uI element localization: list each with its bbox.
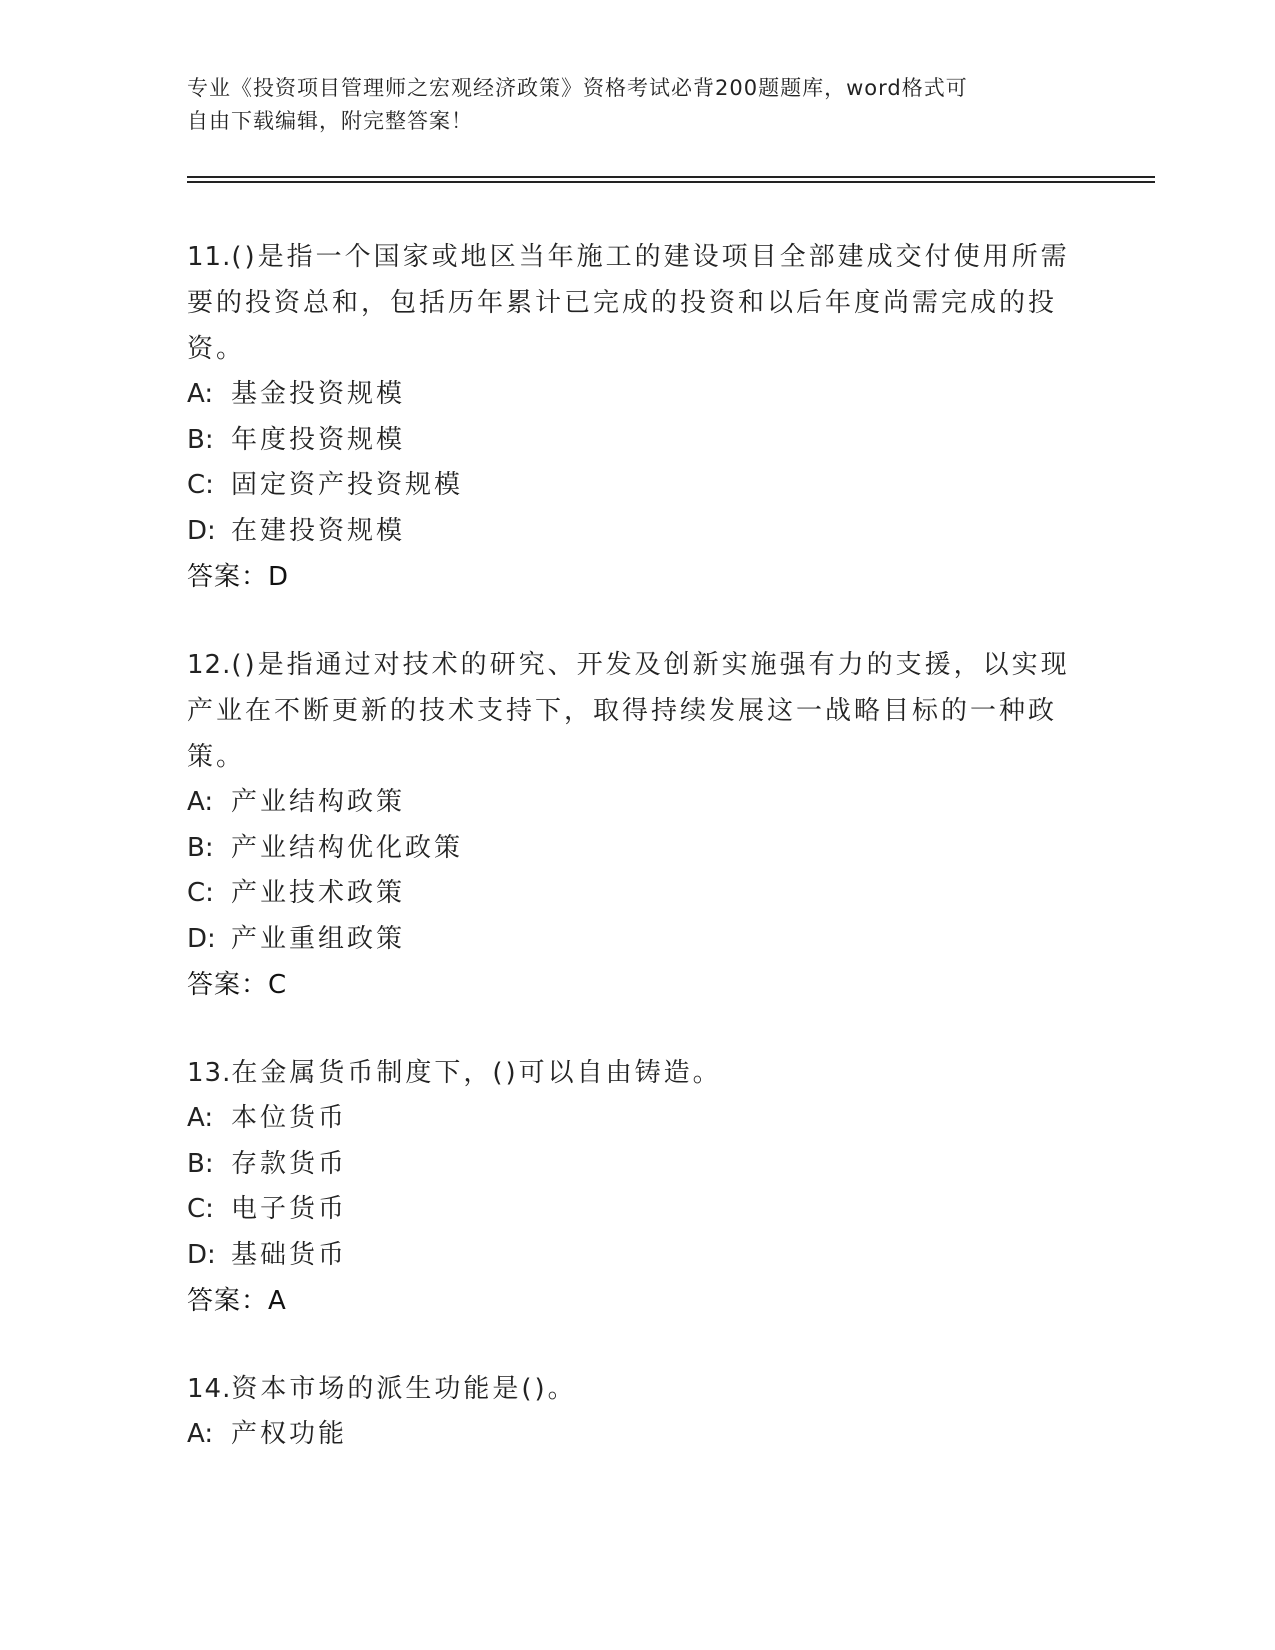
option-d [187,509,1087,555]
question-number: 12. [187,650,232,680]
option-text: 产业重组政策 [231,923,406,954]
question-14 [187,1366,1087,1458]
option-letter: A: [187,379,214,409]
option-text: 本位货币 [231,1103,348,1133]
question-number: 11. [187,242,232,272]
option-text: 基础货币 [231,1239,348,1270]
answer-line: 答案：D [187,562,290,592]
option-text: 固定资产投资规模 [231,470,464,500]
option-text: 在建投资规模 [231,515,406,546]
option-text: 产业结构政策 [231,787,406,817]
option-letter: B: [187,832,214,863]
option-a [187,1412,1087,1458]
option-letter: A: [187,1419,214,1449]
question-list [187,234,1087,1500]
option-a [187,1096,1087,1142]
header-rule-top [187,176,1155,178]
question-number: 14. [187,1374,232,1404]
option-letter: A: [187,1103,214,1133]
question-stem: 在金属货币制度下，()可以自由铸造。 [231,1058,722,1088]
question-text [187,642,1087,780]
option-text: 产权功能 [231,1419,348,1449]
option-b [187,1142,1087,1188]
option-text: 年度投资规模 [231,424,406,455]
answer-line: 答案：A [187,1286,287,1316]
option-a [187,372,1087,418]
question-stem: 资本市场的派生功能是()。 [231,1374,577,1404]
document-header [187,72,1087,138]
option-letter: B: [187,424,214,455]
header-line-1: 专业《投资项目管理师之宏观经济政策》资格考试必背200题题库，word格式可 [187,76,968,100]
option-letter: D: [187,515,216,546]
option-d [187,917,1087,963]
header-rule-bottom [187,181,1155,183]
question-stem: ()是指一个国家或地区当年施工的建设项目全部建成交付使用所需要的投资总和，包括历年累计已完成的投资和以后年度尚需完成的投资。 [187,242,1070,364]
option-text: 产业结构优化政策 [231,832,464,863]
option-c [187,463,1087,509]
option-a [187,780,1087,826]
option-letter: C: [187,1194,214,1224]
option-text: 基金投资规模 [231,379,406,409]
option-letter: D: [187,923,216,954]
header-line-2: 自由下载编辑，附完整答案！ [187,109,473,133]
option-letter: B: [187,1148,214,1179]
option-letter: C: [187,470,214,500]
option-text: 存款货币 [231,1148,348,1179]
option-b [187,826,1087,872]
option-c [187,871,1087,917]
question-12 [187,642,1087,1008]
option-letter: A: [187,787,214,817]
option-text: 电子货币 [231,1194,348,1224]
question-text [187,1366,1087,1412]
option-letter: C: [187,878,214,908]
answer-line: 答案：C [187,970,288,1000]
question-number: 13. [187,1058,232,1088]
question-text [187,234,1087,372]
option-d [187,1233,1087,1279]
question-stem: ()是指通过对技术的研究、开发及创新实施强有力的支援，以实现产业在不断更新的技术支持下，取得持续发展这一战略目标的一种政策。 [187,650,1070,772]
option-b [187,418,1087,464]
option-c [187,1187,1087,1233]
option-text: 产业技术政策 [231,878,406,908]
option-letter: D: [187,1239,216,1270]
question-text [187,1050,1087,1096]
question-13 [187,1050,1087,1324]
question-11 [187,234,1087,600]
